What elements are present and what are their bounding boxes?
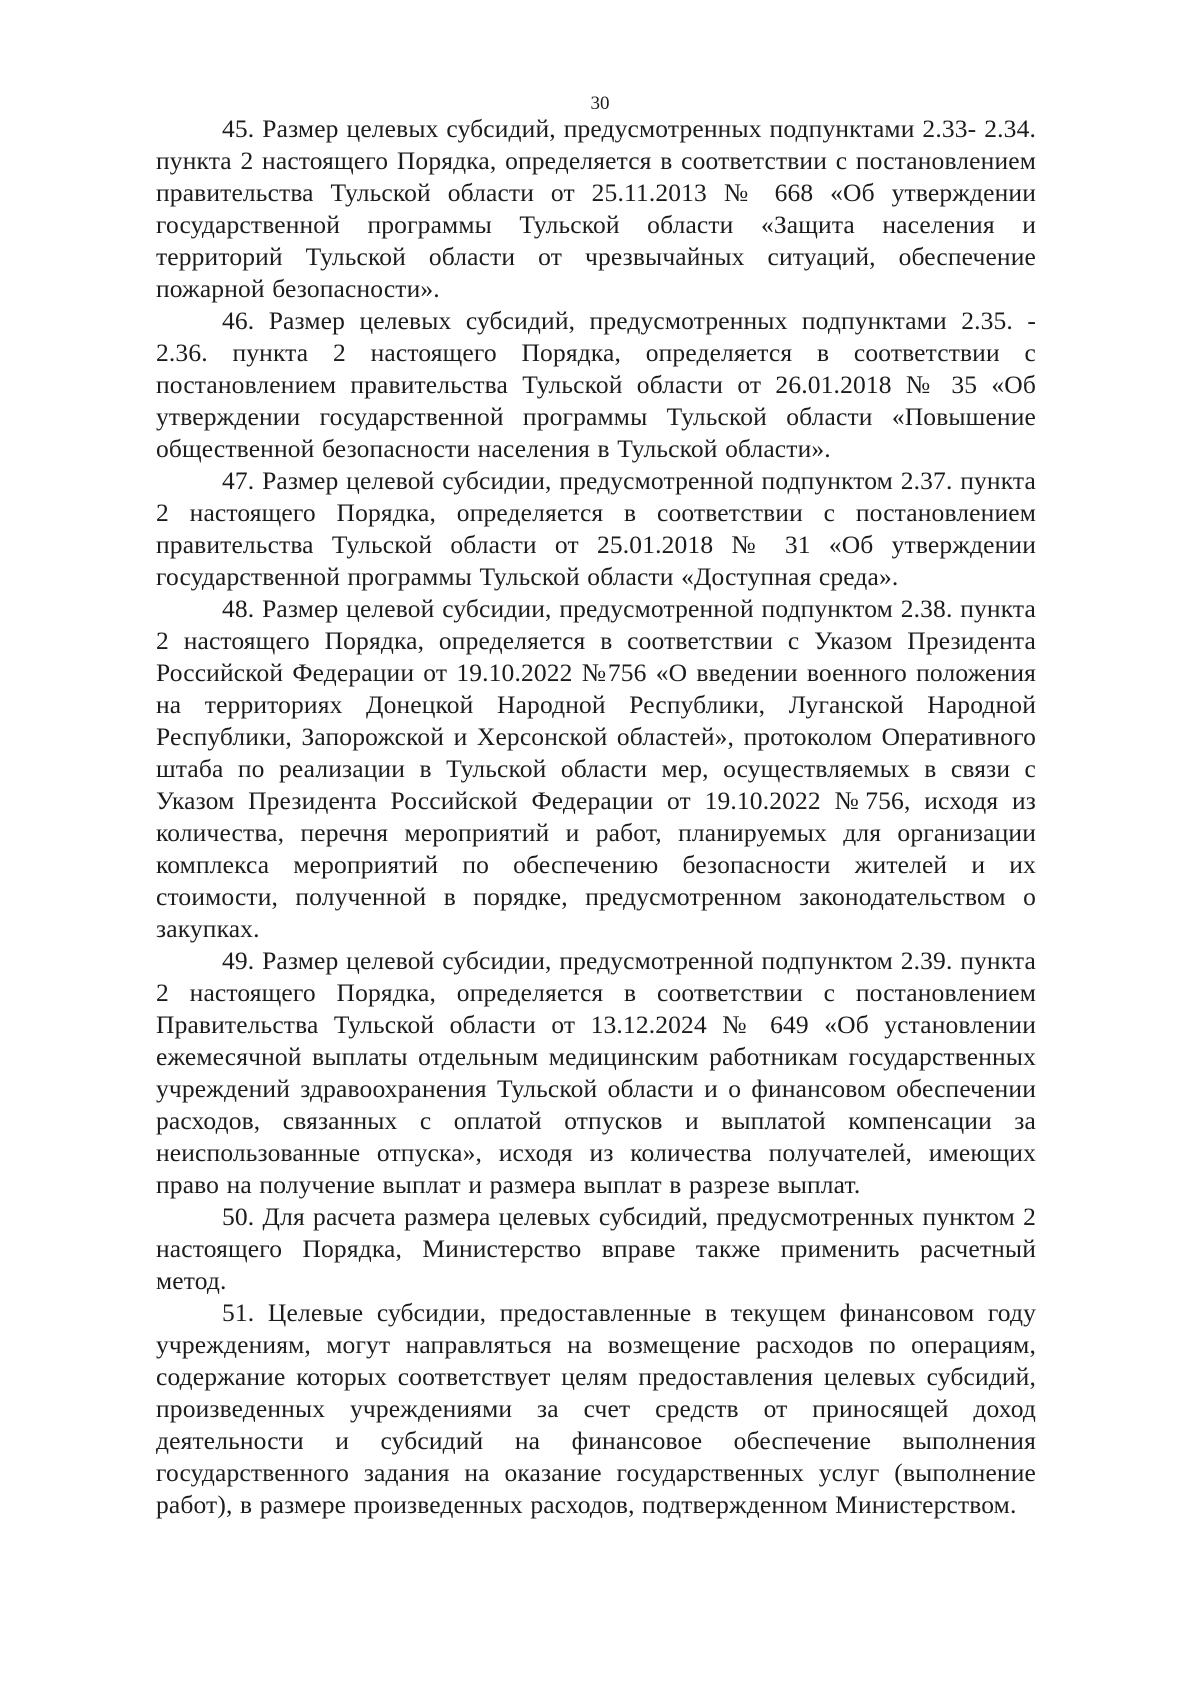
paragraph-47: 47. Размер целевой субсидии, предусмотренной подпунктом 2.37. пункта 2 настоящего Порядка, определяется в соответствии с постановлением правительства Тульской области от 25.01.2018 № 31 «Об утверждении государственной программы Тульской области «Доступная среда». xyxy=(156,466,1036,591)
paragraph-48: 48. Размер целевой субсидии, предусмотренной подпунктом 2.38. пункта 2 настоящего Порядка, определяется в соответствии с Указом Президента Российской Федерации от 19.10.2022 №756 «О введении военного положения на территориях Донецкой Народной Республики, Луганской Народной Республики, Запорожской и Херсонской областей», протоколом Оперативного штаба по реализации в Тульской области мер, осуществляемых в связи с Указом Президента Российской Федерации от 19.10.2022 №756, исходя из количества, перечня мероприятий и работ, планируемых для организации комплекса мероприятий по обеспечению безопасности жителей и их стоимости, полученной в порядке, предусмотренном законодательством о закупках. xyxy=(156,594,1036,943)
page-number: 30 xyxy=(590,93,610,114)
paragraph-49: 49. Размер целевой субсидии, предусмотренной подпунктом 2.39. пункта 2 настоящего Порядка, определяется в соответствии с постановлением Правительства Тульской области от 13.12.2024 № 649 «Об установлении ежемесячной выплаты отдельным медицинским работникам государственных учреждений здравоохранения Тульской области и о финансовом обеспечении расходов, связанных с оплатой отпусков и выплатой компенсации за неиспользованные отпуска», исходя из количества получателей, имеющих право на получение выплат и размера выплат в разрезе выплат. xyxy=(156,946,1036,1199)
document-body xyxy=(156,113,1036,1521)
paragraph-50: 50. Для расчета размера целевых субсидий, предусмотренных пунктом 2 настоящего Порядка, Министерство вправе также применить расчетный метод. xyxy=(156,1202,1036,1295)
paragraph-46: 46. Размер целевых субсидий, предусмотренных подпунктами 2.35. - 2.36. пункта 2 настоящего Порядка, определяется в соответствии с постановлением правительства Тульской области от 26.01.2018 № 35 «Об утверждении государственной программы Тульской области «Повышение общественной безопасности населения в Тульской области». xyxy=(156,306,1036,463)
paragraph-51: 51. Целевые субсидии, предоставленные в текущем финансовом году учреждениям, могут направляться на возмещение расходов по операциям, содержание которых соответствует целям предоставления целевых субсидий, произведенных учреждениями за счет средств от приносящей доход деятельности и субсидий на финансовое обеспечение выполнения государственного задания на оказание государственных услуг (выполнение работ), в размере произведенных расходов, подтвержденном Министерством. xyxy=(156,1298,1036,1519)
paragraph-45: 45. Размер целевых субсидий, предусмотренных подпунктами 2.33- 2.34. пункта 2 настоящего Порядка, определяется в соответствии с постановлением правительства Тульской области от 25.11.2013 № 668 «Об утверждении государственной программы Тульской области «Защита населения и территорий Тульской области от чрезвычайных ситуаций, обеспечение пожарной безопасности». xyxy=(156,114,1036,303)
